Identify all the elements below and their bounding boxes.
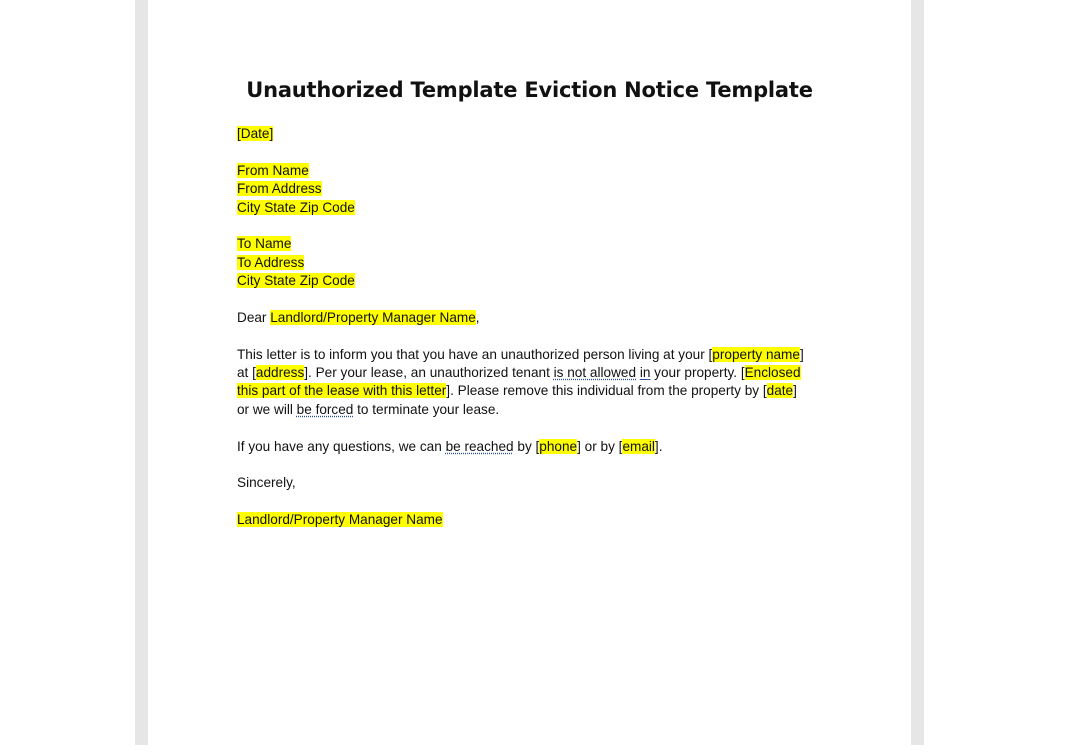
to-address: To Address [237,254,305,270]
date-placeholder-inline: date [766,383,794,399]
document-title: Unauthorized Template Eviction Notice Template [246,78,813,102]
salutation-name: Landlord/Property Manager Name [270,309,476,325]
address-placeholder: address [255,365,305,381]
paragraph-text: ]. Per your lease, an unauthorized tenant [304,365,554,381]
from-name: From Name [237,162,309,178]
paragraph-text: to terminate your lease. [353,401,500,417]
date-line [237,125,837,143]
document-page[interactable] [148,0,911,745]
paragraph-line-2 [237,364,837,382]
closing-line [237,474,837,492]
document-body[interactable] [237,125,837,530]
paragraph-text: by [ [513,438,540,454]
from-address-line [237,180,837,198]
paragraph-text: your property. [ [650,365,745,381]
grammar-flag[interactable]: be reached [445,438,514,454]
date-placeholder: [Date] [237,126,274,141]
paragraph-line-3 [237,382,837,400]
paragraph-text: ] [793,383,797,399]
to-address-line [237,254,837,272]
salutation-suffix: , [475,309,480,325]
paragraph-text: This letter is to inform you that you have an unauthorized person living at your [ [237,346,713,362]
signature-line [237,511,837,529]
salutation-line [237,309,837,327]
paragraph-text: ] or by [ [577,438,623,454]
to-name-line [237,235,837,253]
enclosed-placeholder: Enclosed [744,365,801,381]
to-name: To Name [237,236,292,252]
property-name-placeholder: property name [712,346,800,362]
paragraph-text: If you have any questions, we can [237,438,446,454]
enclosed-placeholder-cont: this part of the lease with this letter [237,383,447,399]
grammar-flag[interactable]: be forced [296,401,354,417]
grammar-flag[interactable]: in [639,365,651,381]
from-city-line [237,199,837,217]
paragraph-line-1 [237,346,837,364]
signature-name: Landlord/Property Manager Name [237,512,443,528]
paragraph-line-4 [237,401,837,419]
grammar-flag[interactable]: is not allowed [553,365,637,381]
questions-line [237,438,837,456]
from-name-line [237,162,837,180]
closing: Sincerely, [237,475,296,491]
email-placeholder: email [622,438,655,454]
paragraph-text: at [ [237,365,256,381]
paragraph-text: ]. [654,438,663,454]
phone-placeholder: phone [539,438,578,454]
to-city-line [237,272,837,290]
from-city: City State Zip Code [237,199,355,215]
to-city: City State Zip Code [237,273,355,289]
paragraph-text: ]. Please remove this individual from the property by [ [446,383,767,399]
from-address: From Address [237,181,322,197]
salutation-prefix: Dear [237,309,271,325]
paragraph-text: or we will [237,401,297,417]
paragraph-text: ] [799,346,804,362]
